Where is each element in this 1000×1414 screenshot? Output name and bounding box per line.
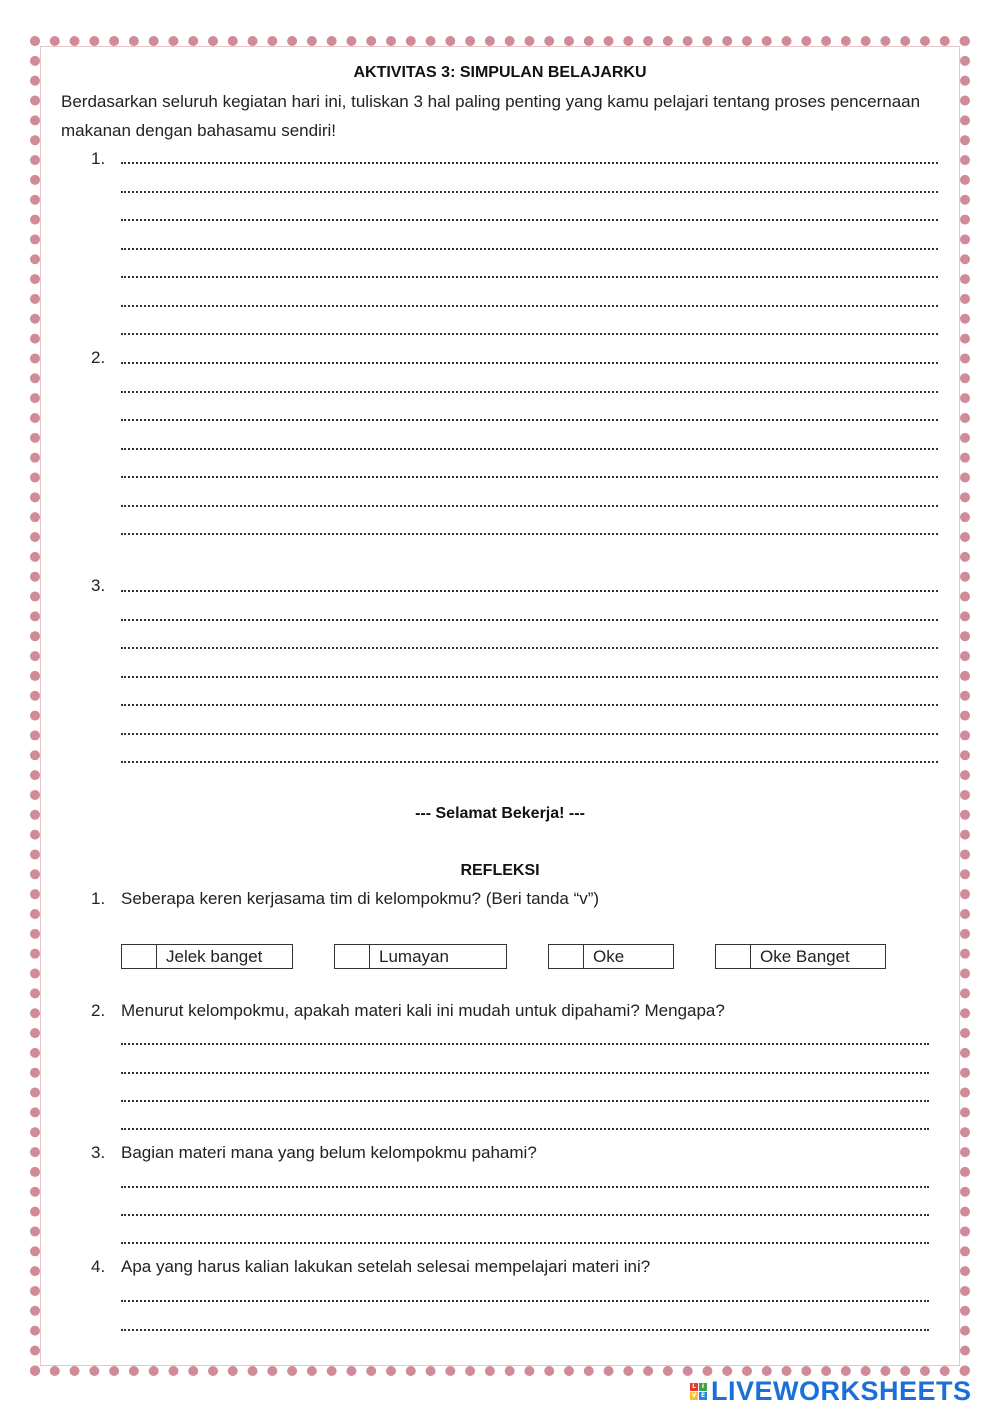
answer-line[interactable] — [121, 1214, 929, 1216]
item-number-2: 2. — [91, 348, 106, 367]
answer-line[interactable] — [121, 162, 938, 164]
activity-title: AKTIVITAS 3: SIMPULAN BELAJARKU — [353, 64, 647, 81]
answer-line[interactable] — [121, 1329, 929, 1331]
question-text-3: Bagian materi mana yang belum kelompokmu pahami? — [121, 1143, 537, 1162]
question-number-2: 2. — [91, 1001, 106, 1020]
liveworksheets-logo-icon — [690, 1383, 707, 1400]
logo-cell-e: E — [700, 1391, 706, 1399]
answer-line[interactable] — [121, 704, 938, 706]
question-number-3: 3. — [91, 1143, 106, 1162]
checkbox[interactable] — [549, 945, 584, 968]
answer-line[interactable] — [121, 1043, 929, 1045]
checkbox[interactable] — [335, 945, 370, 968]
option-jelek-banget[interactable] — [121, 944, 293, 969]
logo-cell-v: V — [691, 1391, 697, 1399]
answer-line[interactable] — [121, 676, 938, 678]
activity-instruction: Berdasarkan seluruh kegiatan hari ini, tuliskan 3 hal paling penting yang kamu pelajari tentang proses pencernaan makanan dengan bahasamu sendiri! — [61, 92, 921, 140]
liveworksheets-brand — [690, 1376, 972, 1406]
option-oke[interactable] — [548, 944, 674, 969]
answer-line[interactable] — [121, 362, 938, 364]
option-label: Lumayan — [379, 947, 449, 966]
question-text-2: Menurut kelompokmu, apakah materi kali ini mudah untuk dipahami? Mengapa? — [121, 1001, 725, 1020]
answer-line[interactable] — [121, 305, 938, 307]
item-number-1: 1. — [91, 149, 106, 168]
question-number-1: 1. — [91, 889, 106, 908]
question-text-4: Apa yang harus kalian lakukan setelah selesai mempelajari materi ini? — [121, 1257, 651, 1276]
answer-line[interactable] — [121, 219, 938, 221]
answer-line[interactable] — [121, 505, 938, 507]
answer-line[interactable] — [121, 448, 938, 450]
question-number-4: 4. — [91, 1257, 106, 1276]
answer-line[interactable] — [121, 276, 938, 278]
answer-line[interactable] — [121, 590, 938, 592]
logo-cell-l: L — [690, 1383, 698, 1391]
answer-line[interactable] — [121, 761, 938, 763]
answer-line[interactable] — [121, 419, 938, 421]
item-number-3: 3. — [91, 576, 106, 595]
answer-line[interactable] — [121, 248, 938, 250]
answer-line[interactable] — [121, 391, 938, 393]
option-label: Jelek banget — [166, 947, 263, 966]
logo-cell-i: I — [699, 1383, 707, 1391]
option-label: Oke Banget — [760, 947, 850, 966]
answer-line[interactable] — [121, 733, 938, 735]
brand-name: LIVEWORKSHEETS — [711, 1375, 972, 1406]
answer-line[interactable] — [121, 1072, 929, 1074]
answer-line[interactable] — [121, 1242, 929, 1244]
checkbox[interactable] — [122, 945, 157, 968]
answer-line[interactable] — [121, 647, 938, 649]
answer-line[interactable] — [121, 1100, 929, 1102]
answer-line[interactable] — [121, 476, 938, 478]
answer-line[interactable] — [121, 533, 938, 535]
answer-line[interactable] — [121, 619, 938, 621]
question-text-1: Seberapa keren kerjasama tim di kelompokmu? (Beri tanda “v”) — [121, 889, 600, 908]
checkbox[interactable] — [716, 945, 751, 968]
answer-line[interactable] — [121, 1300, 929, 1302]
option-lumayan[interactable] — [334, 944, 507, 969]
closing-text: --- Selamat Bekerja! --- — [415, 805, 585, 822]
answer-line[interactable] — [121, 1128, 929, 1130]
option-label: Oke — [593, 947, 625, 966]
reflection-title: REFLEKSI — [460, 862, 540, 879]
option-oke-banget[interactable] — [715, 944, 886, 969]
answer-line[interactable] — [121, 191, 938, 193]
answer-line[interactable] — [121, 333, 938, 335]
answer-line[interactable] — [121, 1186, 929, 1188]
inner-border — [40, 46, 960, 1366]
